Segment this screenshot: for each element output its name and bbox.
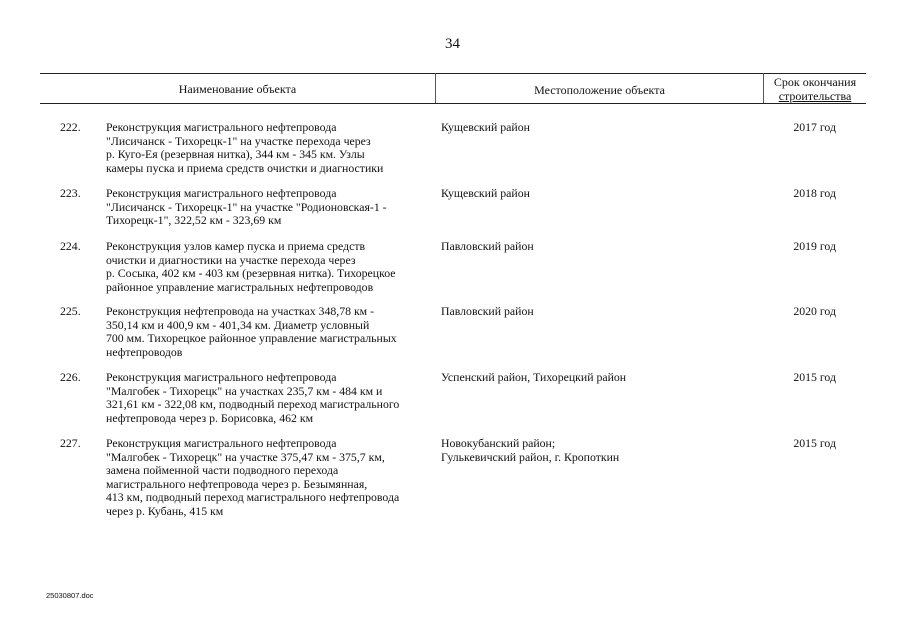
row-number: 222. <box>60 120 81 134</box>
object-name-line: замена пойменной части подводного перехода <box>106 463 339 478</box>
completion-term: 2017 год <box>793 120 836 134</box>
object-name <box>106 305 436 359</box>
object-name-line: Реконструкция узлов камер пуска и приема средств <box>106 239 366 253</box>
object-location <box>441 121 761 135</box>
object-name-line: "Малгобек - Тихорецк" на участках 235,7 км - 484 км и <box>106 383 383 398</box>
table-row <box>0 121 905 187</box>
document-code: 25030807.doc <box>46 591 94 600</box>
table-row <box>0 305 905 371</box>
object-location-line: Павловский район <box>441 304 534 318</box>
object-location-line: Успенский район, Тихорецкий район <box>441 370 627 384</box>
object-name-line: очистки и диагностики на участке перехода через <box>106 252 356 267</box>
completion-term: 2019 год <box>793 239 836 253</box>
object-name-line: "Малгобек - Тихорецк" на участке 375,47 км - 375,7 км, <box>106 449 385 464</box>
object-name-line: магистрального нефтепровода через р. Безымянная, <box>106 476 368 491</box>
object-name-line: камеры пуска и приема средств очистки и диагностики <box>106 160 384 175</box>
object-name-line: Реконструкция магистрального нефтепровода <box>106 120 337 134</box>
column-header-name: Наименование объекта <box>178 82 297 96</box>
table-body <box>0 120 905 518</box>
object-name-line: "Лисичанск - Тихорецк-1" на участке "Родионовская-1 - <box>106 199 387 214</box>
object-location <box>441 240 761 254</box>
object-name-line: Реконструкция магистрального нефтепровода <box>106 436 337 450</box>
object-location <box>441 187 761 201</box>
object-name-line: Реконструкция нефтепровода на участках 348,78 км - <box>106 304 375 318</box>
table-row <box>0 371 905 437</box>
column-header-term-line2: строительства <box>778 89 852 103</box>
object-location <box>441 437 761 464</box>
object-location-line: Кущевский район <box>441 186 530 200</box>
object-name <box>106 187 436 228</box>
object-name-line: Тихорецк-1", 322,52 км - 323,69 км <box>106 213 282 228</box>
row-number: 225. <box>60 304 81 318</box>
row-number: 227. <box>60 436 81 450</box>
object-name-line: нефтепроводов <box>106 344 183 359</box>
completion-term: 2015 год <box>793 370 836 384</box>
column-header-term-line1: Срок окончания <box>773 75 857 89</box>
object-name-line: 321,61 км - 322,08 км, подводный переход магистрального <box>106 397 400 412</box>
completion-term: 2018 год <box>793 186 836 200</box>
completion-term: 2015 год <box>793 436 836 450</box>
object-name-line: р. Сосыка, 402 км - 403 км (резервная нитка). Тихорецкое <box>106 266 396 281</box>
column-header-term <box>764 75 866 103</box>
object-location <box>441 371 761 385</box>
object-name-line: нефтепровода через р. Борисовка, 462 км <box>106 410 314 425</box>
object-name <box>106 437 436 519</box>
page-number: 34 <box>445 36 460 52</box>
object-name-line: Реконструкция магистрального нефтепровода <box>106 186 337 200</box>
object-name-line: Реконструкция магистрального нефтепровода <box>106 370 337 384</box>
object-name-line: через р. Кубань, 415 км <box>106 503 224 518</box>
row-number: 226. <box>60 370 81 384</box>
header-rule-top <box>40 73 866 74</box>
object-name-line: 413 км, подводный переход магистрального нефтепровода <box>106 490 400 505</box>
column-header-location: Местоположение объекта <box>534 83 665 97</box>
table-row <box>0 187 905 240</box>
table-row <box>0 240 905 305</box>
object-name-line: р. Куго-Ея (резервная нитка), 344 км - 345 км. Узлы <box>106 147 365 162</box>
object-name <box>106 121 436 175</box>
row-number: 224. <box>60 239 81 253</box>
object-name-line: 350,14 км и 400,9 км - 401,34 км. Диаметр условный <box>106 317 370 332</box>
object-location-line: Гулькевичский район, г. Кропоткин <box>441 449 620 464</box>
object-location <box>441 305 761 319</box>
object-name <box>106 371 436 425</box>
object-location-line: Кущевский район <box>441 120 530 134</box>
object-name-line: 700 мм. Тихорецкое районное управление магистральных <box>106 331 397 346</box>
row-number: 223. <box>60 186 81 200</box>
object-location-line: Павловский район <box>441 239 534 253</box>
object-name-line: районное управление магистральных нефтепроводов <box>106 279 374 294</box>
object-name <box>106 240 436 294</box>
header-rule-bottom <box>40 103 866 104</box>
object-location-line: Новокубанский район; <box>441 436 556 450</box>
completion-term: 2020 год <box>793 304 836 318</box>
object-name-line: "Лисичанск - Тихорецк-1" на участке перехода через <box>106 133 371 148</box>
